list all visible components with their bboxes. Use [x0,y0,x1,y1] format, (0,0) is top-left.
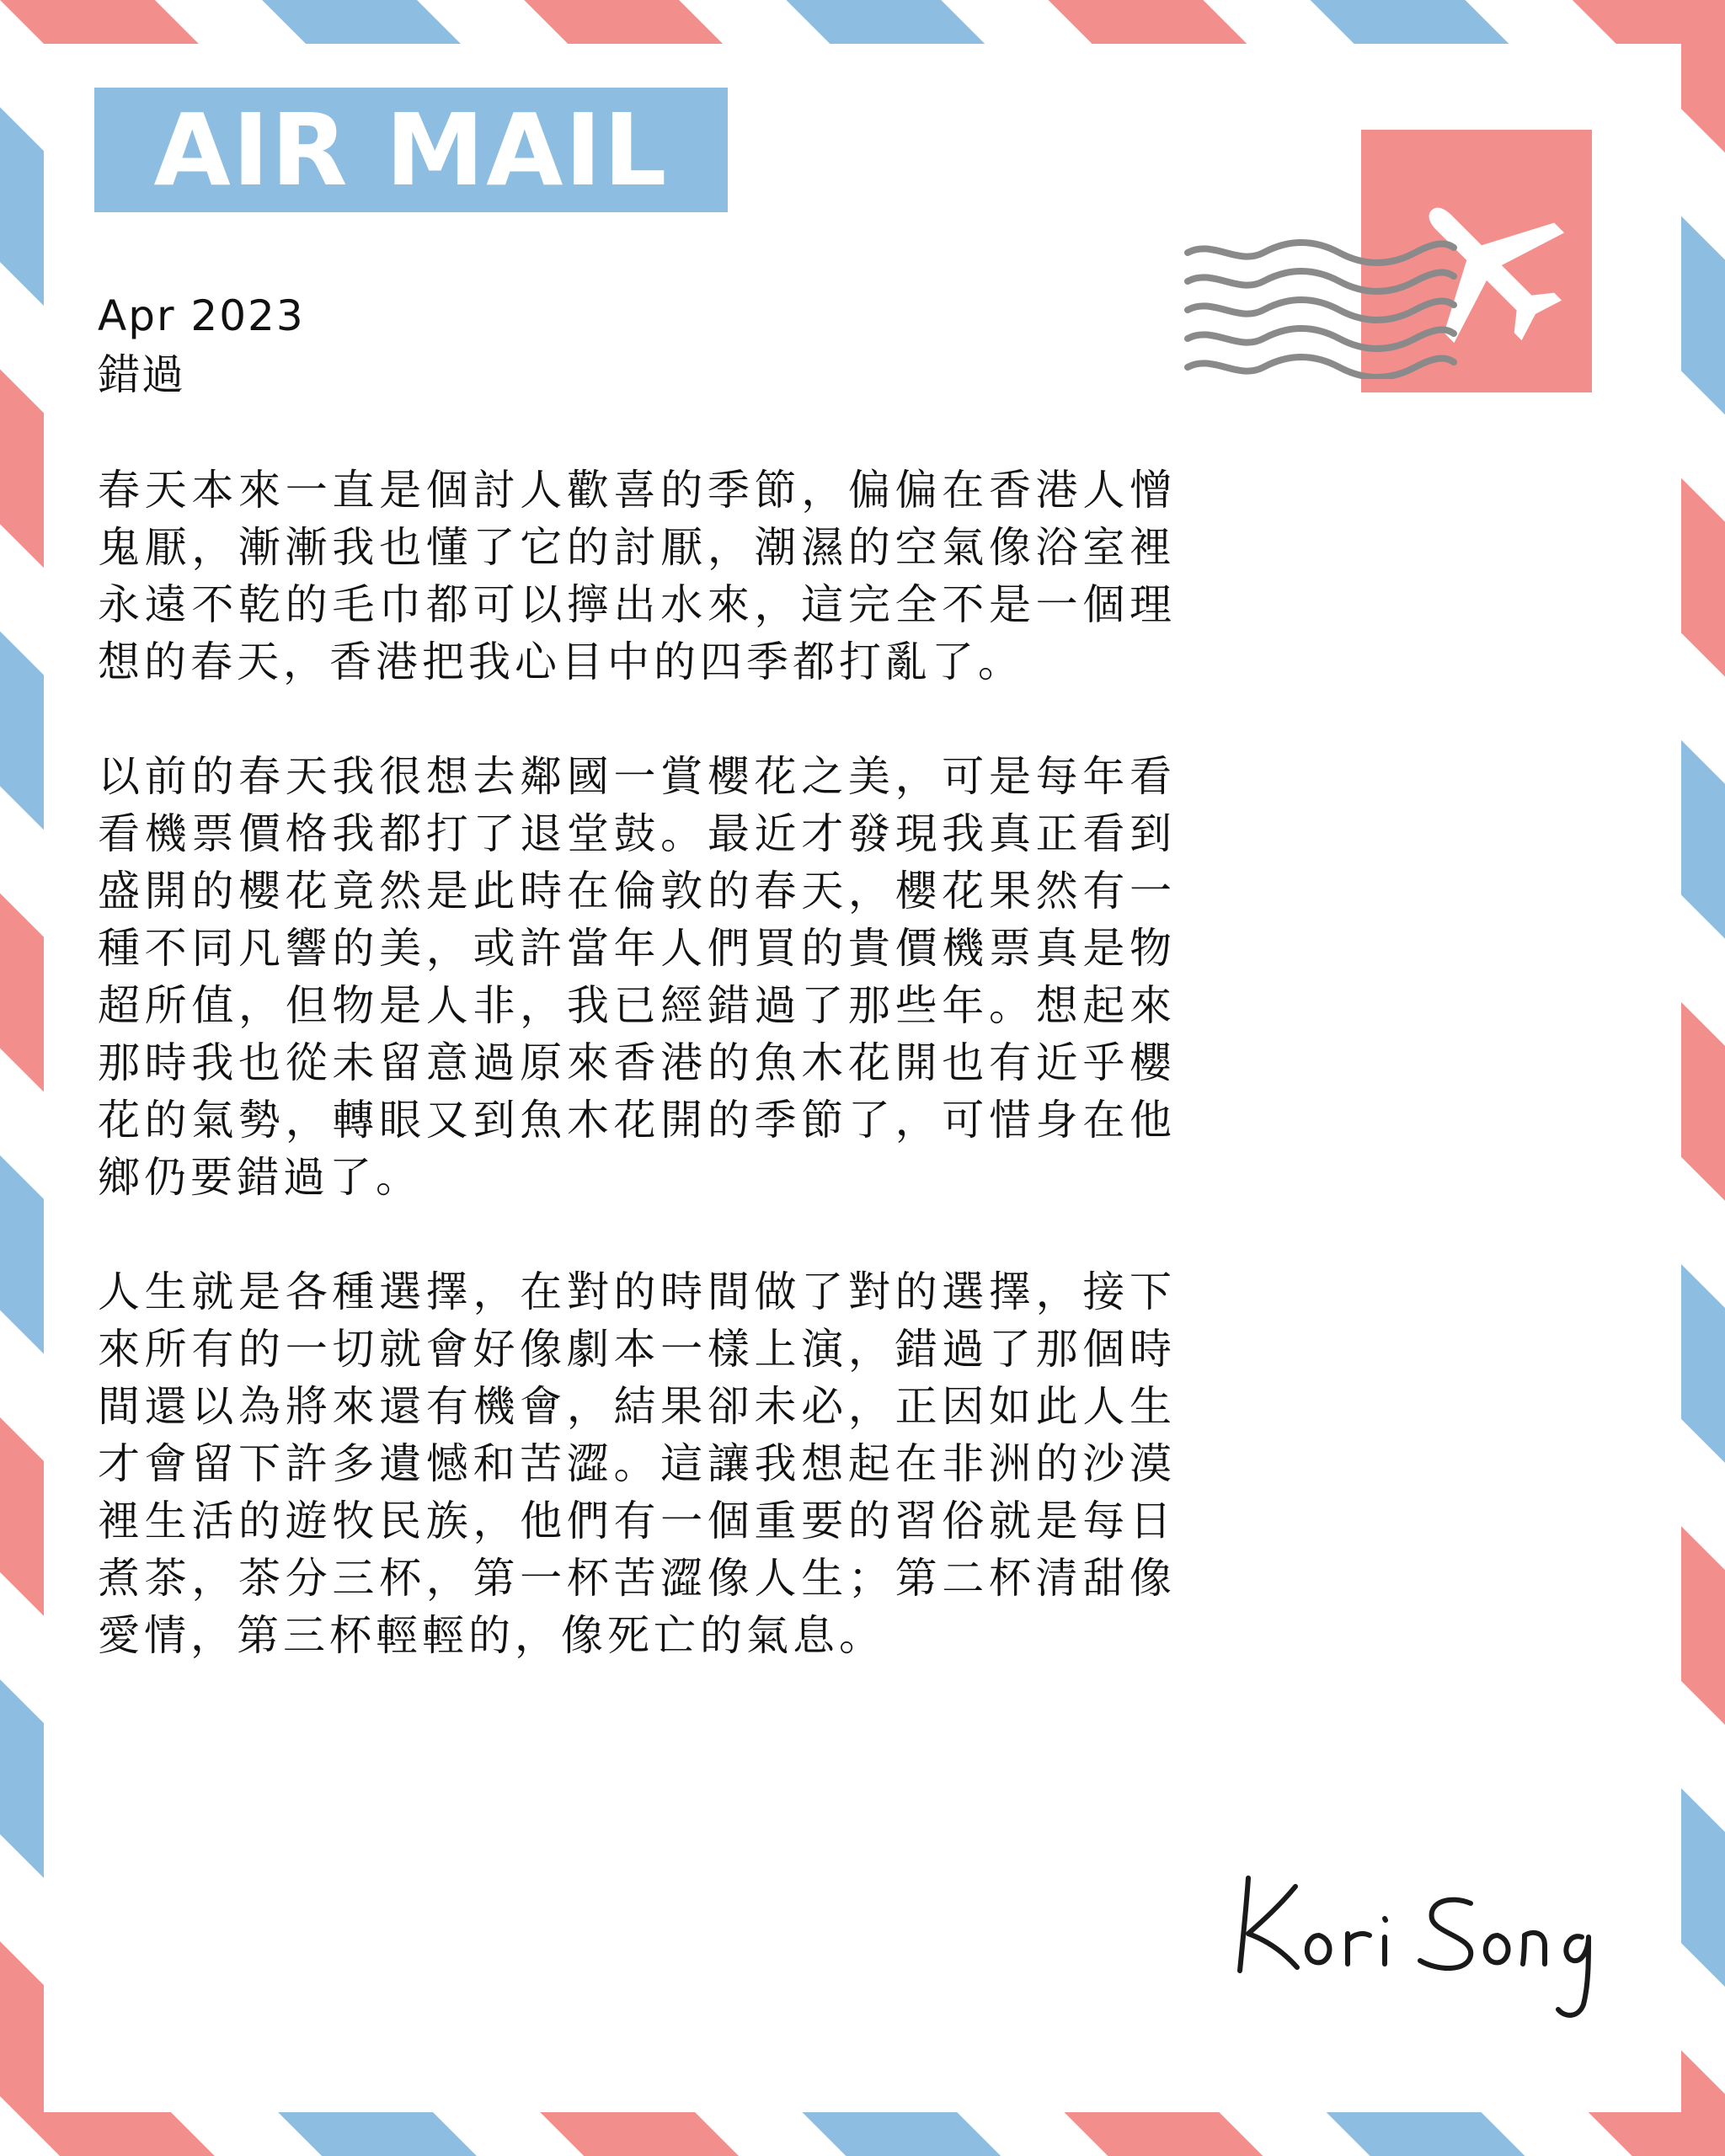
letter-paragraph: 春天本來一直是個討人歡喜的季節，偏偏在香港人憎鬼厭，漸漸我也懂了它的討厭，潮濕的空氣像浴室裡永遠不乾的毛巾都可以擰出水來，這完全不是一個理想的春天，香港把我心目中的四季都打亂了。 [98,466,1176,686]
letter-paragraph: 人生就是各種選擇，在對的時間做了對的選擇，接下來所有的一切就會好像劇本一樣上演，錯過了那個時間還以為將來還有機會，結果卻未必，正因如此人生才會留下許多遺憾和苦澀。這讓我想起在非洲的沙漠裡生活的遊牧民族，他們有一個重要的習俗就是每日煮茶，茶分三杯，第一杯苦澀像人生；第二杯清甜像愛情，第三杯輕輕的，像死亡的氣息。 [98,1267,1176,1660]
handwritten-signature [1230,1853,1617,2030]
letter-subject: 錯過 [98,350,185,399]
air-mail-banner [94,88,728,212]
letter-body [98,286,1176,1721]
air-mail-label: AIR MAIL [153,92,669,208]
letter-date: Apr 2023 [98,291,305,340]
letter-paragraph: 以前的春天我很想去鄰國一賞櫻花之美，可是每年看看機票價格我都打了退堂鼓。最近才發現我真正看到盛開的櫻花竟然是此時在倫敦的春天，櫻花果然有一種不同凡響的美，或許當年人們買的貴價機票真是物超所值，但物是人非，我已經錯過了那些年。想起來那時我也從未留意過原來香港的魚木花開也有近乎櫻花的氣勢，轉眼又到魚木花開的季節了，可惜身在他鄉仍要錯過了。 [98,752,1176,1202]
postmark-wavy-lines [1179,227,1457,379]
